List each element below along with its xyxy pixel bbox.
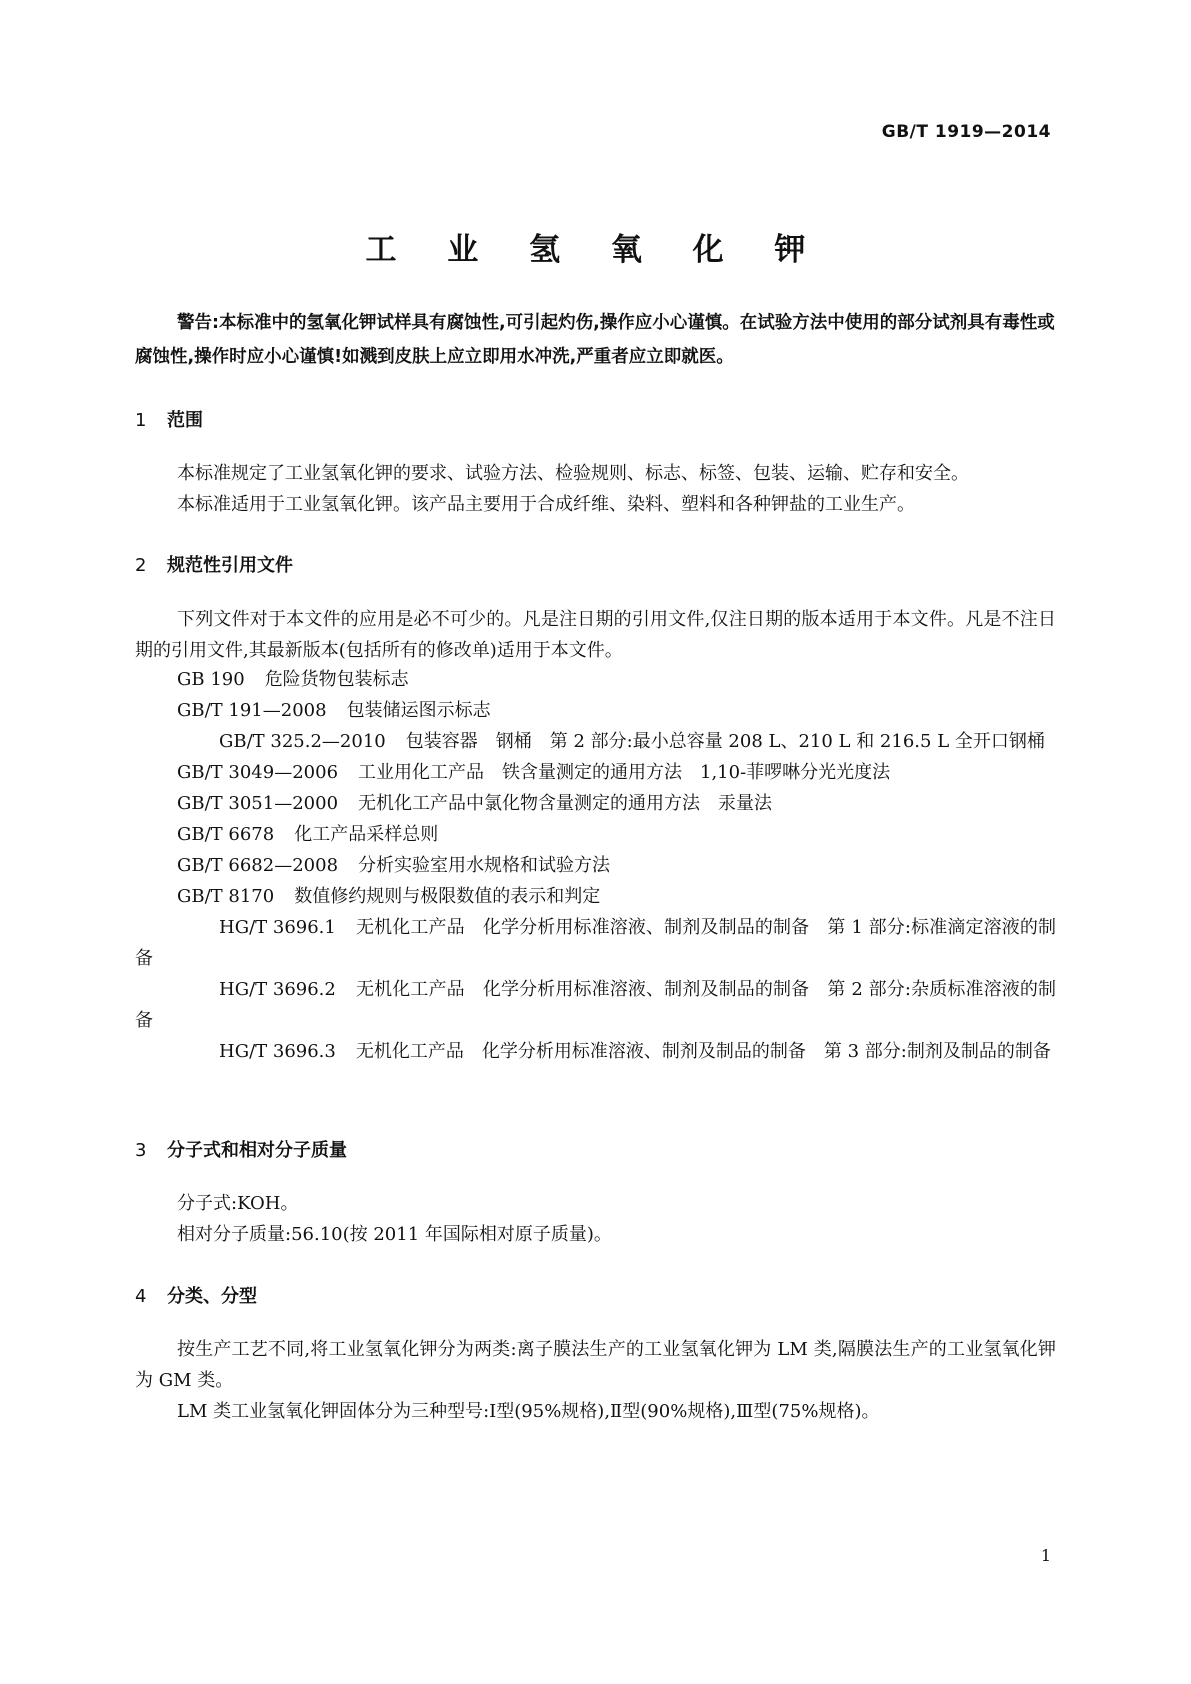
reference-item [135,881,1056,912]
reference-title: 包装容器 钢桶 第 2 部分:最小总容量 208 L、210 L 和 216.5 L 全开口钢桶 [405,731,1045,752]
reference-code: HG/T 3696.1 [219,917,336,938]
section-1-heading [135,406,203,432]
reference-item [135,850,1056,881]
section-1-paragraph-1: 本标准规定了工业氢氧化钾的要求、试验方法、检验规则、标志、标签、包装、运输、贮存和安全。 [177,463,969,484]
reference-item [135,664,1056,695]
reference-title: 化工产品采样总则 [294,824,439,845]
section-3-heading [135,1136,347,1162]
reference-item [135,1036,1056,1067]
reference-list [135,664,1056,1067]
reference-code: HG/T 3696.3 [219,1041,336,1062]
reference-item [135,912,1056,974]
reference-item [135,819,1056,850]
reference-code: GB/T 3051—2000 [177,793,339,814]
reference-title: 包装储运图示标志 [346,700,491,721]
section-4-heading [135,1282,257,1308]
reference-title: 无机化工产品 化学分析用标准溶液、制剂及制品的制备 第 3 部分:制剂及制品的制备 [355,1041,1051,1062]
page-number: 1 [1040,1546,1051,1565]
reference-code: GB/T 191—2008 [177,700,327,721]
reference-item [135,726,1056,757]
reference-title: 数值修约规则与极限数值的表示和判定 [294,886,601,907]
reference-item [135,788,1056,819]
reference-title: 危险货物包装标志 [264,669,409,690]
section-2-heading [135,551,293,577]
reference-title: 无机化工产品 化学分析用标准溶液、制剂及制品的制备 第 2 部分:杂质标准溶液的制备 [135,979,1056,1031]
reference-title: 工业用化工产品 铁含量测定的通用方法 1,10-菲啰啉分光光度法 [358,762,891,783]
reference-code: GB/T 6682—2008 [177,855,339,876]
reference-code: HG/T 3696.2 [219,979,336,1000]
reference-code: GB/T 8170 [177,886,275,907]
standard-code: GB/T 1919—2014 [881,122,1051,142]
section-number: 2 [135,555,147,576]
section-number: 4 [135,1286,147,1307]
reference-item [135,757,1056,788]
section-3-paragraph-2: 相对分子质量:56.10(按 2011 年国际相对原子质量)。 [177,1224,612,1245]
section-number: 1 [135,410,147,431]
warning-paragraph: 警告:本标准中的氢氧化钾试样具有腐蚀性,可引起灼伤,操作应小心谨慎。在试验方法中使用的部分试剂具有毒性或腐蚀性,操作时应小心谨慎!如溅到皮肤上应立即用水冲洗,严重者应立即就医。 [135,313,1055,367]
section-4-paragraph-1: 按生产工艺不同,将工业氢氧化钾分为两类:离子膜法生产的工业氢氧化钾为 LM 类,隔膜法生产的工业氢氧化钾为 GM 类。 [135,1339,1056,1391]
section-2-intro: 下列文件对于本文件的应用是必不可少的。凡是注日期的引用文件,仅注日期的版本适用于本文件。凡是不注日期的引用文件,其最新版本(包括所有的修改单)适用于本文件。 [135,609,1056,661]
reference-item [135,695,1056,726]
section-title: 规范性引用文件 [167,555,293,576]
reference-code: GB/T 3049—2006 [177,762,339,783]
section-title: 分类、分型 [167,1286,257,1307]
page-title: 工 业 氢 氧 化 钾 [365,232,826,268]
section-1-paragraph-2: 本标准适用于工业氢氧化钾。该产品主要用于合成纤维、染料、塑料和各种钾盐的工业生产。 [177,494,915,515]
reference-code: GB 190 [177,669,245,690]
section-title: 分子式和相对分子质量 [167,1140,347,1161]
reference-title: 分析实验室用水规格和试验方法 [358,855,611,876]
section-4-paragraph-2: LM 类工业氢氧化钾固体分为三种型号:Ⅰ型(95%规格),Ⅱ型(90%规格),Ⅲ型(75%规格)。 [177,1401,880,1422]
reference-title: 无机化工产品 化学分析用标准溶液、制剂及制品的制备 第 1 部分:标准滴定溶液的制备 [135,917,1056,969]
reference-code: GB/T 325.2—2010 [219,731,386,752]
section-3-paragraph-1: 分子式:KOH。 [177,1193,299,1214]
reference-title: 无机化工产品中氯化物含量测定的通用方法 汞量法 [358,793,773,814]
section-number: 3 [135,1140,147,1161]
reference-item [135,974,1056,1036]
reference-code: GB/T 6678 [177,824,275,845]
section-title: 范围 [167,410,203,431]
